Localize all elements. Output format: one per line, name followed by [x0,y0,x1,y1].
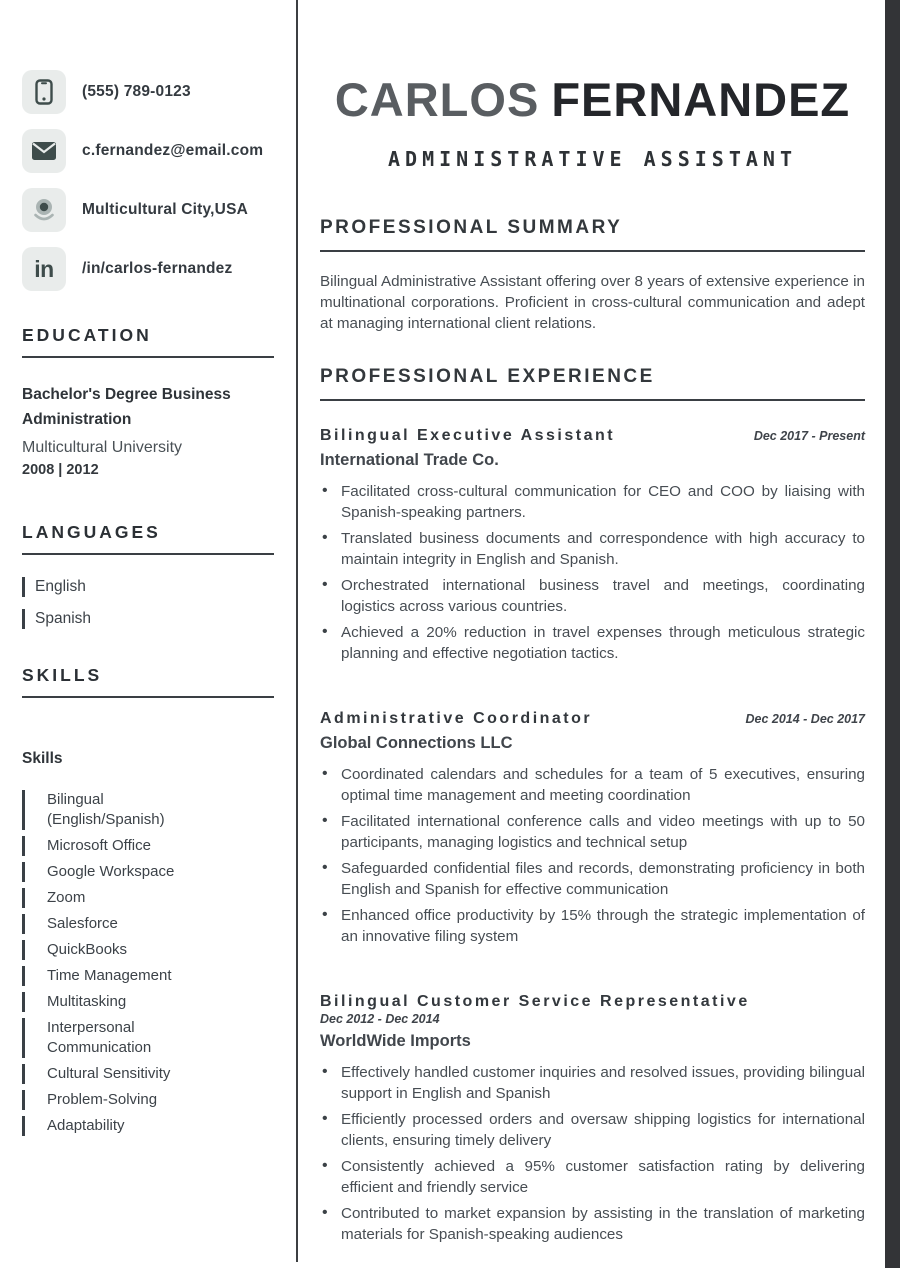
skill-item: Microsoft Office [22,836,212,856]
skill-item: Cultural Sensitivity [22,1064,212,1084]
education-heading: EDUCATION [22,325,274,358]
sidebar [0,0,296,1142]
skill-item: Salesforce [22,914,212,934]
location-text: Multicultural City,USA [82,201,249,218]
job-head [320,427,865,445]
languages-list [22,577,276,629]
job-entry [320,710,865,947]
linkedin-text: /in/carlos-fernandez [82,260,233,277]
job-head [320,993,865,1026]
bullet-item: • Consistently achieved a 95% customer satisfaction rating by delivering efficient and friendly service [320,1156,865,1198]
job-company: WorldWide Imports [320,1032,471,1050]
skill-item: QuickBooks [22,940,212,960]
bullet-item: • Achieved a 20% reduction in travel expenses through meticulous strategic planning and effective negotiation tactics. [320,622,865,664]
skills-heading: SKILLS [22,665,274,698]
summary-text: Bilingual Administrative Assistant offering over 8 years of extensive experience in multinational corporations. Proficient in cross-cultural communication and adept at managing international client relations. [320,273,865,332]
education-degree: Bachelor's Degree Business Administration [22,386,231,428]
bullet-item: • Efficiently processed orders and oversaw shipping logistics for international clients, ensuring timely delivery [320,1109,865,1151]
job-company: Global Connections LLC [320,734,513,752]
bullet-item: • Contributed to market expansion by assisting in the translation of marketing materials for Spanish-speaking audiences [320,1203,865,1245]
skill-item: Problem-Solving [22,1090,212,1110]
phone-text: (555) 789-0123 [82,83,191,100]
job-title: Administrative Coordinator [320,710,593,727]
page-edge-strip [885,0,900,1268]
job-entry [320,993,865,1245]
job-entry [320,427,865,664]
first-name: CARLOS [334,73,540,126]
skills-sublabel: Skills [22,750,63,767]
job-bullets [320,764,865,947]
job-company: International Trade Co. [320,451,499,469]
summary-heading: PROFESSIONAL SUMMARY [320,217,865,252]
experience-heading: PROFESSIONAL EXPERIENCE [320,366,865,401]
language-item: Spanish [22,609,276,629]
bullet-item: • Safeguarded confidential files and records, demonstrating proficiency in both English and Spanish for effective communication [320,858,865,900]
skill-item: Adaptability [22,1116,212,1136]
job-dates: Dec 2012 - Dec 2014 [320,1012,440,1026]
job-title: Bilingual Customer Service Representative [320,993,750,1010]
skill-item: Zoom [22,888,212,908]
job-dates: Dec 2017 - Present [753,429,865,443]
last-name: FERNANDEZ [551,73,851,126]
skills-list [22,790,276,1136]
languages-heading: LANGUAGES [22,522,274,555]
contact-email [22,129,276,173]
bullet-item: • Facilitated international conference calls and video meetings with up to 50 participants, managing logistics and technical setup [320,811,865,853]
job-bullets [320,1062,865,1245]
skill-item: Time Management [22,966,212,986]
column-divider [296,0,298,1262]
candidate-name [320,72,865,127]
main-column [320,0,865,1250]
skill-item: Google Workspace [22,862,212,882]
skill-item: Multitasking [22,992,212,1012]
job-head [320,710,865,728]
bullet-item: • Facilitated cross-cultural communication for CEO and COO by liaising with Spanish-speaking partners. [320,481,865,523]
contact-location [22,188,276,232]
phone-icon [22,70,66,114]
job-title-header: ADMINISTRATIVE ASSISTANT [388,147,797,171]
bullet-item: • Enhanced office productivity by 15% through the strategic implementation of an innovative filing system [320,905,865,947]
job-dates: Dec 2014 - Dec 2017 [745,712,865,726]
language-item: English [22,577,276,597]
email-text: c.fernandez@email.com [82,142,264,159]
contact-phone [22,70,276,114]
job-title: Bilingual Executive Assistant [320,427,616,444]
education-school: Multicultural University [22,439,183,456]
contact-linkedin [22,247,276,291]
bullet-item: • Effectively handled customer inquiries and resolved issues, providing bilingual support in English and Spanish [320,1062,865,1104]
job-bullets [320,481,865,664]
email-icon [22,129,66,173]
location-icon [22,188,66,232]
bullet-item: • Translated business documents and correspondence with high accuracy to maintain integrity in English and Spanish. [320,528,865,570]
skill-item: Bilingual (English/Spanish) [22,790,212,830]
linkedin-icon: in [22,247,66,291]
education-years: 2008 | 2012 [22,462,99,478]
skill-item: Interpersonal Communication [22,1018,212,1058]
bullet-item: • Coordinated calendars and schedules for a team of 5 executives, ensuring optimal time management and meeting coordination [320,764,865,806]
bullet-item: • Orchestrated international business travel and meetings, coordinating logistics across various countries. [320,575,865,617]
